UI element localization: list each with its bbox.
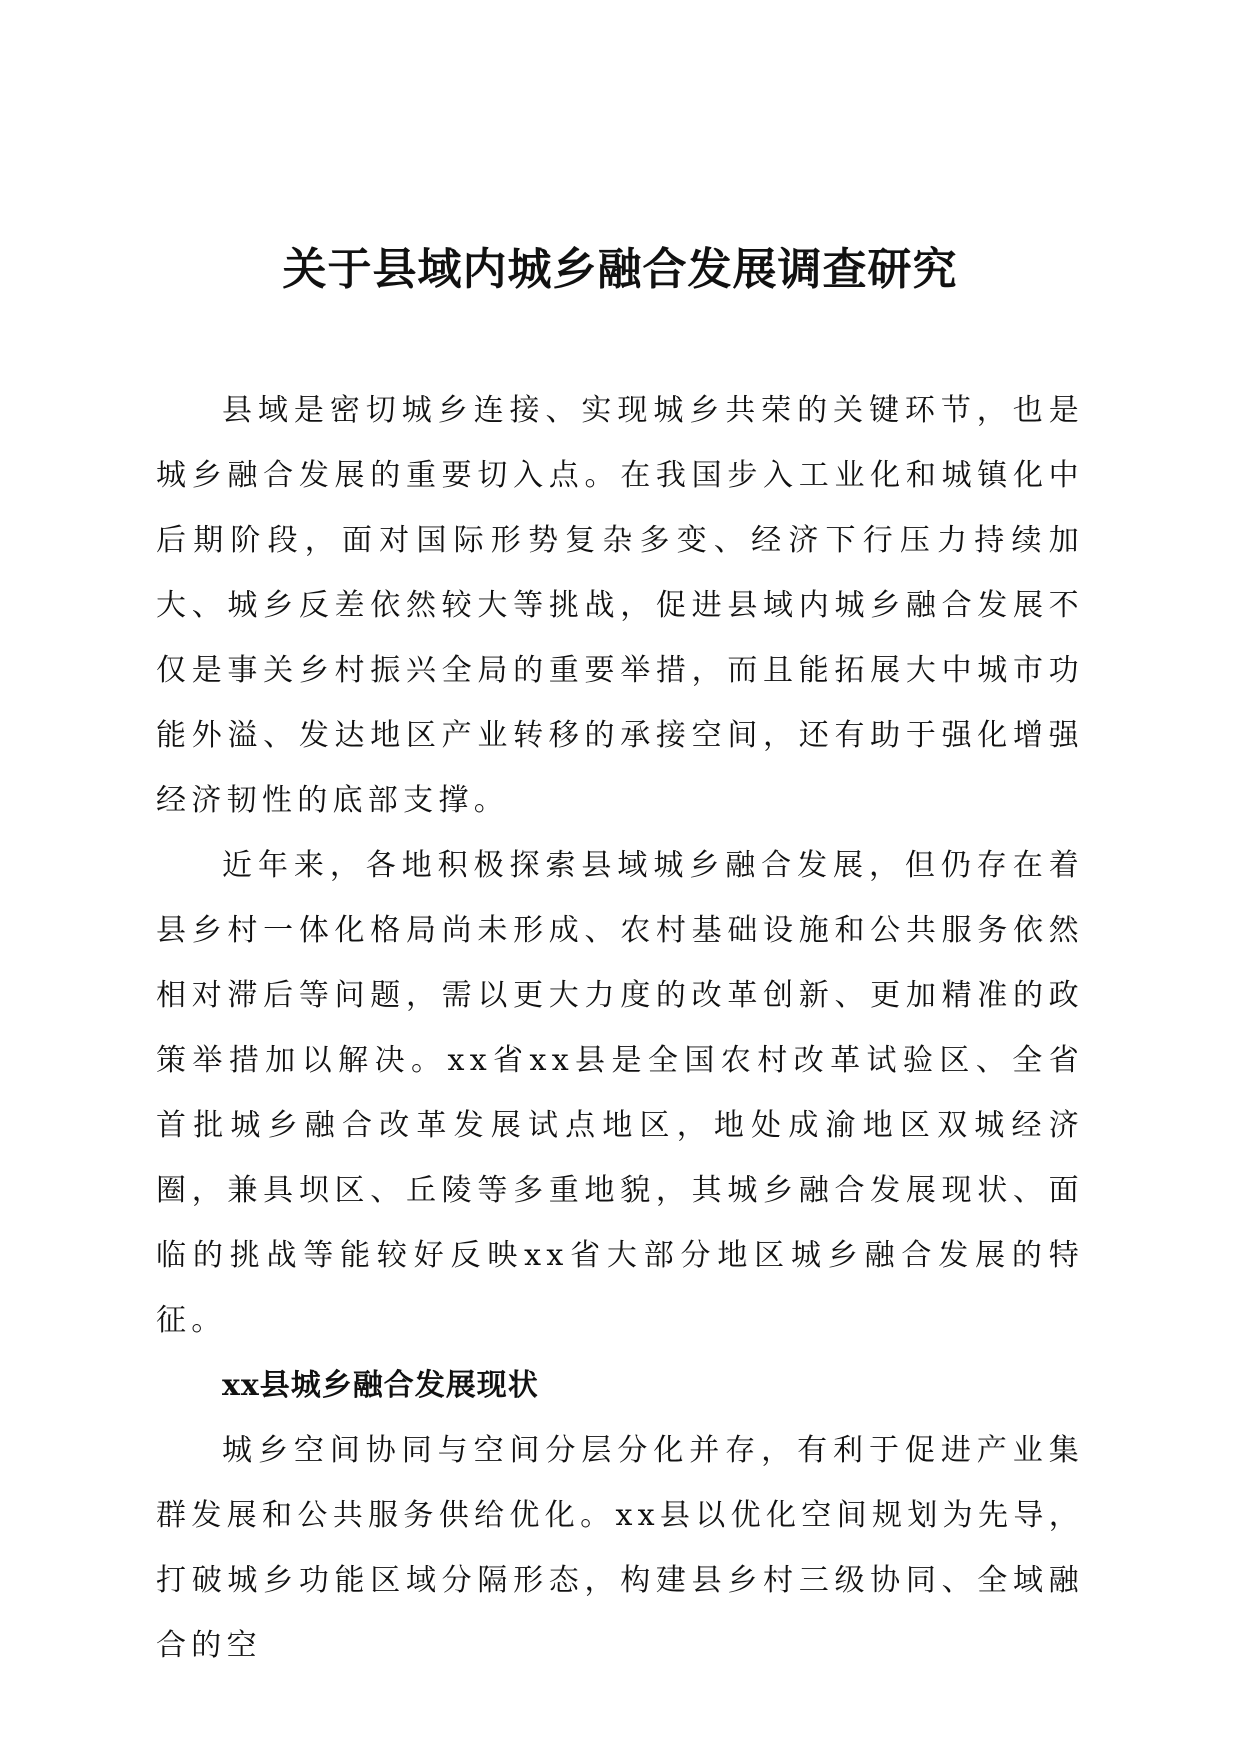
paragraph-section: 城乡空间协同与空间分层分化并存，有利于促进产业集群发展和公共服务供给优化。xx县以优化空间规划为先导，打破城乡功能区域分隔形态，构建县乡村三级协同、全域融合的空 [156, 1433, 1084, 1663]
section-heading: xx县城乡融合发展现状 [222, 1368, 539, 1403]
document-body [156, 378, 1084, 1678]
paragraph-intro: 县域是密切城乡连接、实现城乡共荣的关键环节，也是城乡融合发展的重要切入点。在我国步入工业化和城镇化中后期阶段，面对国际形势复杂多变、经济下行压力持续加大、城乡反差依然较大等挑战，促进县域内城乡融合发展不仅是事关乡村振兴全局的重要举措，而且能拓展大中城市功能外溢、发达地区产业转移的承接空间，还有助于强化增强经济韧性的底部支撑。 [156, 393, 1084, 818]
paragraph-background: 近年来，各地积极探索县域城乡融合发展，但仍存在着县乡村一体化格局尚未形成、农村基础设施和公共服务依然相对滞后等问题，需以更大力度的改革创新、更加精准的政策举措加以解决。xx省xx县是全国农村改革试验区、全省首批城乡融合改革发展试点地区，地处成渝地区双城经济圈，兼具坝区、丘陵等多重地貌，其城乡融合发展现状、面临的挑战等能较好反映xx省大部分地区城乡融合发展的特征。 [156, 848, 1084, 1338]
document-title: 关于县域内城乡融合发展调查研究 [282, 244, 958, 295]
